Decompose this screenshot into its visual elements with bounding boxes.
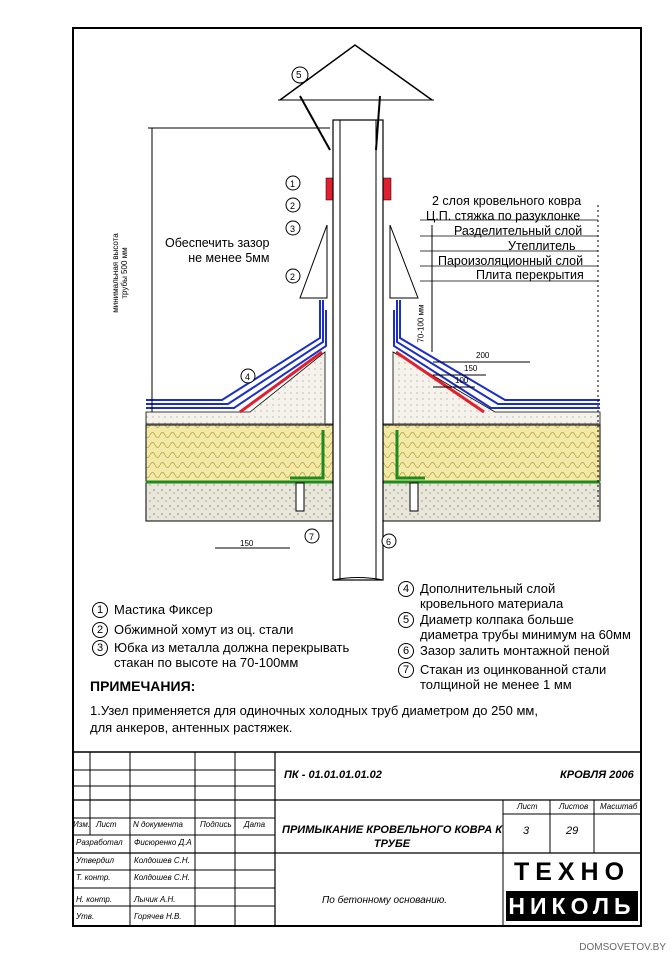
role-name: Лычик А.Н.	[134, 895, 176, 904]
drawing-title: ПРИМЫКАНИЕ КРОВЕЛЬНОГО КОВРА К ТРУБЕ	[282, 824, 502, 850]
role: Утвердил	[76, 856, 115, 865]
header-doc: N документа	[133, 820, 184, 829]
sheet-number: 3	[523, 825, 530, 837]
header-date: Дата	[244, 820, 266, 829]
header-list: Лист	[96, 820, 117, 829]
drawing-code: ПК - 01.01.01.01.02	[284, 769, 382, 781]
role: Т. контр.	[76, 873, 111, 882]
role: Утв.	[76, 912, 95, 921]
callout-1: 1	[290, 179, 296, 189]
layer-label: Плита перекрытия	[476, 268, 584, 282]
callout-5: 5	[296, 70, 302, 81]
layer-label: Разделительный слой	[454, 224, 583, 238]
logo-bottom-text: НИКОЛЬ	[506, 891, 638, 921]
min-height-note: минимальная высота трубы 500 мм	[111, 233, 129, 313]
sheet-header: Лист	[517, 802, 538, 811]
legend-item: 4 Дополнительный слой кровельного материала	[398, 581, 563, 611]
role-name: Колдошев С.Н.	[134, 873, 190, 882]
screed-left	[146, 352, 325, 425]
height-range: 70-100 мм	[416, 304, 426, 343]
legend-item: 1 Мастика Фиксер	[92, 602, 213, 618]
dim-150: 150	[464, 364, 478, 373]
callout-6: 6	[386, 537, 392, 547]
header-sign: Подпись	[200, 820, 232, 829]
tekhnonikol-logo	[506, 858, 638, 926]
sheets-header: Листов	[559, 802, 589, 811]
dim-200: 200	[476, 351, 490, 360]
layer-label: Ц.П. стяжка по разуклонке	[426, 209, 581, 223]
role-name: Колдошев С.Н.	[134, 856, 190, 865]
logo-top-text: ТЕХНО	[513, 858, 631, 886]
drawing-subtitle: По бетонному основанию.	[322, 895, 448, 906]
callout-4: 4	[245, 372, 251, 382]
callout-2a: 2	[290, 201, 296, 211]
role: Разработал	[76, 838, 123, 847]
notes-text: 1.Узел применяется для одиночных холодных труб диаметром до 250 мм, для анкеров, антенных растяжек.	[90, 703, 538, 735]
dim-100: 100	[455, 376, 469, 385]
gap-note: Обеспечить зазор не менее 5мм	[165, 236, 270, 265]
role-name: Горячев Н.В.	[134, 912, 182, 921]
notes-title: ПРИМЕЧАНИЯ:	[90, 678, 196, 694]
legend-item: 6 Зазор залить монтажной пеной	[398, 643, 610, 659]
callout-3: 3	[290, 224, 296, 234]
callout-7: 7	[309, 532, 315, 542]
scale-header: Масштаб	[600, 802, 638, 811]
legend-item: 5 Диаметр колпака больше диаметра трубы минимум на 60мм	[398, 612, 631, 642]
layer-label: Утеплитель	[508, 239, 576, 253]
watermark: DOMSOVETOV.BY	[579, 942, 666, 953]
role-name: Фисюренко Д.А	[134, 838, 192, 847]
dim-150-bottom: 150	[240, 539, 254, 548]
header-izm: Изм.	[73, 820, 91, 829]
layer-label: Пароизоляционный слой	[438, 254, 584, 268]
layer-label: 2 слоя кровельного ковра	[432, 194, 582, 208]
legend-item: 3 Юбка из металла должна перекрывать стакан по высоте на 70-100мм	[92, 640, 349, 670]
legend-item: 2 Обжимной хомут из оц. стали	[92, 622, 293, 638]
sheets-count: 29	[566, 825, 579, 837]
role: Н. контр.	[76, 895, 113, 904]
legend-item: 7 Стакан из оцинкованной стали толщиной не менее 1 мм	[398, 662, 606, 692]
series-label: КРОВЛЯ 2006	[560, 769, 634, 781]
callout-2b: 2	[290, 272, 296, 282]
screed-right	[393, 352, 600, 425]
